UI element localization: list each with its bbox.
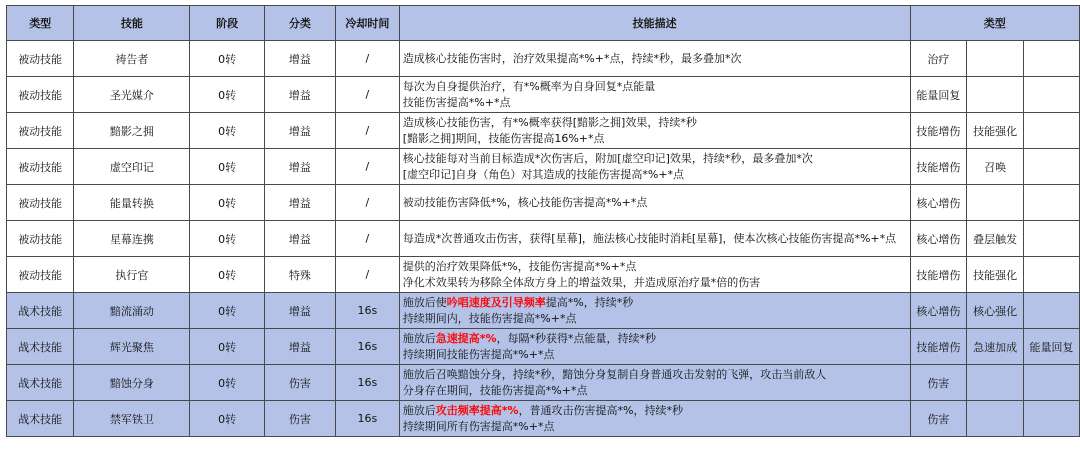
cell-skill: 执行官	[74, 257, 190, 293]
description-line	[403, 115, 907, 131]
cell-skill: 能量转换	[74, 185, 190, 221]
cell-tag	[1023, 185, 1079, 221]
description-text: ，每隔*秒获得*点能量，持续*秒	[496, 331, 657, 345]
cell-stage: 0转	[190, 257, 265, 293]
cell-stage: 0转	[190, 329, 265, 365]
header-description: 技能描述	[399, 6, 910, 41]
cell-description	[399, 41, 910, 77]
description-line	[403, 295, 907, 311]
cell-stage: 0转	[190, 401, 265, 437]
cell-type: 战术技能	[7, 293, 74, 329]
description-text: 每造成*次普通攻击伤害，获得[星幕]，施法核心技能时消耗[星幕]，使本次核心技能伤害提高*%+*点	[402, 231, 897, 245]
cell-tag: 技能强化	[967, 113, 1024, 149]
cell-description	[399, 365, 910, 401]
description-text: 持续期间内，技能伤害提高*%+*点	[402, 311, 577, 325]
description-text: 持续期间所有伤害提高*%+*点	[402, 419, 555, 433]
cell-stage: 0转	[190, 77, 265, 113]
cell-tag: 技能增伤	[910, 149, 967, 185]
cell-category: 增益	[264, 185, 335, 221]
cell-skill: 黯流涌动	[74, 293, 190, 329]
cell-stage: 0转	[190, 149, 265, 185]
description-text: 施放后	[402, 403, 436, 417]
description-line	[403, 95, 907, 111]
description-text: 提高*%，持续*秒	[545, 295, 634, 309]
cell-tag: 核心增伤	[910, 185, 967, 221]
cell-tag: 能量回复	[910, 77, 967, 113]
cell-description	[399, 221, 910, 257]
cell-category: 增益	[264, 41, 335, 77]
cell-type: 被动技能	[7, 41, 74, 77]
highlighted-text: 攻击频率提高*%	[435, 403, 519, 417]
cell-description	[399, 293, 910, 329]
cell-type: 被动技能	[7, 77, 74, 113]
header-type: 类型	[7, 6, 74, 41]
description-text: 核心技能每对当前目标造成*次伤害后，附加[虚空印记]效果，持续*秒，最多叠加*次	[402, 151, 813, 165]
cell-type: 被动技能	[7, 113, 74, 149]
cell-category: 增益	[264, 329, 335, 365]
description-text: 分身存在期间，技能伤害提高*%+*点	[402, 383, 588, 397]
cell-type: 被动技能	[7, 149, 74, 185]
cell-tag: 叠层触发	[967, 221, 1024, 257]
description-line	[403, 51, 907, 67]
cell-tag: 召唤	[967, 149, 1024, 185]
cell-cooldown: /	[335, 185, 399, 221]
cell-tag	[1023, 257, 1079, 293]
cell-description	[399, 329, 910, 365]
cell-skill: 祷告者	[74, 41, 190, 77]
description-text: 技能伤害提高*%+*点	[402, 95, 511, 109]
cell-stage: 0转	[190, 221, 265, 257]
cell-cooldown: /	[335, 113, 399, 149]
cell-type: 战术技能	[7, 401, 74, 437]
description-line	[403, 151, 907, 167]
table-row	[7, 41, 1080, 77]
table-row	[7, 293, 1080, 329]
cell-tag	[967, 41, 1024, 77]
cell-cooldown: 16s	[335, 401, 399, 437]
description-text: 造成核心技能伤害，有*%概率获得[黯影之拥]效果，持续*秒	[402, 115, 697, 129]
table-row	[7, 401, 1080, 437]
description-text: 持续期间技能伤害提高*%+*点	[402, 347, 555, 361]
cell-category: 增益	[264, 149, 335, 185]
table-row	[7, 149, 1080, 185]
cell-description	[399, 113, 910, 149]
table-row	[7, 365, 1080, 401]
cell-tag: 伤害	[910, 365, 967, 401]
cell-cooldown: /	[335, 257, 399, 293]
description-line	[403, 231, 907, 247]
cell-tag: 核心增伤	[910, 293, 967, 329]
highlighted-text: 吟唱速度及引导频率	[446, 295, 546, 309]
cell-tag	[1023, 113, 1079, 149]
cell-tag: 核心增伤	[910, 221, 967, 257]
description-text: ，普通攻击伤害提高*%，持续*秒	[518, 403, 684, 417]
description-text: 造成核心技能伤害时，治疗效果提高*%+*点，持续*秒，最多叠加*次	[402, 51, 742, 65]
description-line	[403, 79, 907, 95]
table-header-row	[7, 6, 1080, 41]
cell-cooldown: /	[335, 221, 399, 257]
description-line	[403, 367, 907, 383]
cell-tag: 核心强化	[967, 293, 1024, 329]
description-line	[403, 383, 907, 399]
table-row	[7, 329, 1080, 365]
header-tags: 类型	[910, 6, 1079, 41]
cell-description	[399, 401, 910, 437]
table-row	[7, 185, 1080, 221]
cell-skill: 星幕连携	[74, 221, 190, 257]
cell-type: 战术技能	[7, 329, 74, 365]
cell-description	[399, 185, 910, 221]
description-line	[403, 275, 907, 291]
description-text: 被动技能伤害降低*%，核心技能伤害提高*%+*点	[402, 195, 648, 209]
description-line	[403, 347, 907, 363]
cell-skill: 辉光聚焦	[74, 329, 190, 365]
cell-cooldown: 16s	[335, 293, 399, 329]
cell-tag	[1023, 41, 1079, 77]
cell-skill: 黯蚀分身	[74, 365, 190, 401]
cell-category: 增益	[264, 293, 335, 329]
cell-tag	[1023, 221, 1079, 257]
table-row	[7, 257, 1080, 293]
cell-tag	[1023, 149, 1079, 185]
cell-tag	[967, 401, 1024, 437]
cell-tag: 技能增伤	[910, 257, 967, 293]
cell-tag: 技能增伤	[910, 113, 967, 149]
cell-tag: 伤害	[910, 401, 967, 437]
cell-cooldown: /	[335, 41, 399, 77]
cell-category: 伤害	[264, 401, 335, 437]
description-line	[403, 403, 907, 419]
table-row	[7, 77, 1080, 113]
cell-tag: 技能强化	[967, 257, 1024, 293]
description-text: 施放后	[402, 331, 436, 345]
cell-tag	[967, 77, 1024, 113]
cell-cooldown: 16s	[335, 329, 399, 365]
cell-skill: 虚空印记	[74, 149, 190, 185]
cell-description	[399, 149, 910, 185]
description-line	[403, 259, 907, 275]
table-row	[7, 113, 1080, 149]
header-stage: 阶段	[190, 6, 265, 41]
cell-stage: 0转	[190, 41, 265, 77]
cell-description	[399, 77, 910, 113]
description-text: 每次为自身提供治疗，有*%概率为自身回复*点能量	[402, 79, 656, 93]
cell-stage: 0转	[190, 185, 265, 221]
cell-tag: 技能增伤	[910, 329, 967, 365]
cell-stage: 0转	[190, 365, 265, 401]
description-line	[403, 419, 907, 435]
cell-tag	[1023, 365, 1079, 401]
cell-skill: 禁军铁卫	[74, 401, 190, 437]
cell-skill: 圣光媒介	[74, 77, 190, 113]
description-text: 净化术效果转为移除全体敌方身上的增益效果，并造成原治疗量*倍的伤害	[402, 275, 761, 289]
description-line	[403, 311, 907, 327]
description-line	[403, 195, 907, 211]
cell-type: 被动技能	[7, 257, 74, 293]
cell-stage: 0转	[190, 293, 265, 329]
cell-category: 增益	[264, 77, 335, 113]
cell-cooldown: 16s	[335, 365, 399, 401]
cell-type: 被动技能	[7, 221, 74, 257]
cell-tag	[967, 185, 1024, 221]
cell-category: 伤害	[264, 365, 335, 401]
cell-tag: 能量回复	[1023, 329, 1079, 365]
cell-category: 增益	[264, 113, 335, 149]
description-text: 施放后召唤黯蚀分身，持续*秒，黯蚀分身复制自身普通攻击发射的飞弹，攻击当前敌人	[402, 367, 827, 381]
cell-tag	[967, 365, 1024, 401]
cell-tag: 急速加成	[967, 329, 1024, 365]
cell-skill: 黯影之拥	[74, 113, 190, 149]
description-line	[403, 331, 907, 347]
cell-tag	[1023, 77, 1079, 113]
cell-tag: 治疗	[910, 41, 967, 77]
description-line	[403, 131, 907, 147]
table-body	[7, 41, 1080, 437]
highlighted-text: 急速提高*%	[435, 331, 497, 345]
header-cooldown: 冷却时间	[335, 6, 399, 41]
description-text: 施放后使	[402, 295, 447, 309]
cell-tag	[1023, 401, 1079, 437]
table-row	[7, 221, 1080, 257]
cell-cooldown: /	[335, 77, 399, 113]
cell-stage: 0转	[190, 113, 265, 149]
description-text: 提供的治疗效果降低*%，技能伤害提高*%+*点	[402, 259, 637, 273]
cell-category: 特殊	[264, 257, 335, 293]
cell-category: 增益	[264, 221, 335, 257]
cell-cooldown: /	[335, 149, 399, 185]
header-skill: 技能	[74, 6, 190, 41]
header-category: 分类	[264, 6, 335, 41]
cell-type: 被动技能	[7, 185, 74, 221]
cell-tag	[1023, 293, 1079, 329]
description-line	[403, 167, 907, 183]
description-text: [虚空印记]自身（角色）对其造成的技能伤害提高*%+*点	[402, 167, 685, 181]
cell-type: 战术技能	[7, 365, 74, 401]
cell-description	[399, 257, 910, 293]
description-text: [黯影之拥]期间，技能伤害提高16%+*点	[402, 131, 605, 145]
skills-table	[6, 5, 1080, 437]
